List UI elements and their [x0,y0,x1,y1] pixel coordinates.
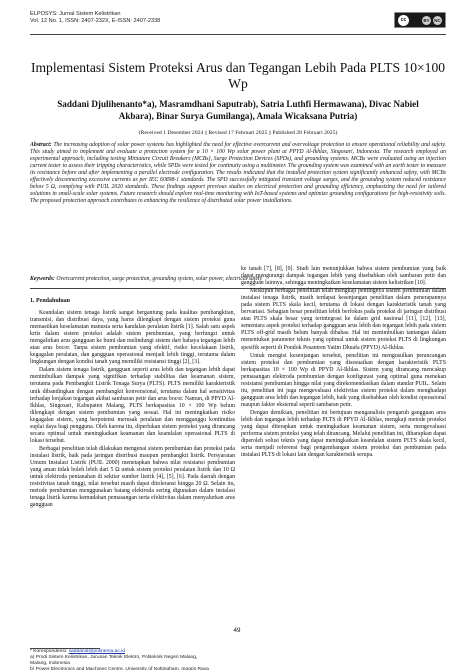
noncommercial-icon: NC [434,17,441,23]
header-divider [30,34,446,35]
affiliation-b: b) Power Electronics and Machines Centre, University of Nottingham, Inggris Raya [30,666,209,670]
correspondence-label: * Korespondensi: [30,649,68,654]
cc-license-badge[interactable] [394,12,446,28]
page-number: 49 [233,627,241,634]
paragraph: Untuk mengisi kesenjangan tersebut, penelitian ini mengusulkan perancangan sistem proteksi dan pembumian yang disesuaikan dengan karakteristik PLTS berkapasitas 10 × 100 Wp di PPYD Al-Ikhlas. Sistem yang dirancang mencakup pemasangan elektroda pembumian dengan konfigurasi yang optimal guna menekan resistansi pembumian hingga nilai yang direkomendasikan dalam standar PUIL. Selain itu, penelitian ini juga mengevaluasi efektivitas sistem proteksi dalam menghadapi gangguan arus lebih dan tegangan lebih, baik yang disebabkan oleh kondisi operasional maupun faktor eksternal seperti sambaran petir. [241,352,446,408]
journal-header [30,11,350,25]
abstract-text: The increasing adoption of solar power systems has highlighted the need for effective overcurrent and overvoltage protection to ensure operational reliability and safety. This study aimed to implement and evaluate a protection system for a 10 × 100 Wp solar power plant at PPYD Al-Ikhlas, Singosari, Indonesia. The research employed an experimental approach, including testing Miniature Circuit Breakers (MCBs), Surge Protection Devices (SPDs), and grounding systems. MCBs were evaluated using an injection current tester to assess their tripping characteristics, while SPDs were tested for continuity using a multimeter. The grounding system was examined with an earth tester to measure its resistance before and after implementing a parallel electrode configuration. The results indicated that the installed protection system significantly enhanced safety, with MCBs effectively disconnecting excessive currents as per IEC 60898-1 standards. The SPD successfully mitigated transient voltage surges, and the grounding system reduced resistance below 5 Ω, complying with PUIL 2020 standards. These findings support previous studies on electrical protection and grounding efficiency, emphasizing the need for tailored solutions in small-scale solar systems. Future research should explore real-time monitoring with IoT-based systems and optimize grounding configurations for high-resistivity soils. The proposed protection approach contributes to enhancing the resilience of distributed solar power installations. [30,142,446,205]
journal-issn: Vol. 12 No. 1, ISSN: 2407-232X, E-ISSN: 2407-2338 [30,18,161,25]
right-column [241,266,446,460]
author-line-2: Akbara), Binar Surya Gumilanga), Amala Wicaksana Putria) [118,110,358,121]
paragraph: Dengan demikian, penelitian ini bertujuan menganalisis pengaruh gangguan arus lebih dan tegangan lebih terhadap PLTS di PPYD Al-Ikhlas, mengkaji metode proteksi yang dapat diterapkan untuk meningkatkan keamanan sistem, serta mengevaluasi performa sistem proteksi yang telah dirancang. Melalui penelitian ini, diharapkan dapat diperoleh solusi teknis yang dapat meningkatkan keandalan sistem PLTS skala kecil, serta menjadi referensi bagi pengembangan sistem proteksi dan pembumian pada instalasi PLTS di lokasi lain dengan karakteristik serupa. [241,409,446,459]
affiliation-a-line1: a) Prodi Sistem Kelistrikan, Jurusan Teknik Elektro, Politeknik Negeri Malang, [30,654,198,660]
correspondence-email-link[interactable]: saddanid@polinema.ac.id [68,649,125,654]
affiliation-a-line2: Malang, Indonesia [30,660,70,666]
paragraph: Keandalan sistem tenaga listrik sangat bergantung pada kualitas pembangkitan, transmisi, dan distribusi daya, yang harus dilengkapi dengan sistem proteksi guna memastikan keselamatan manusia serta kandalan peralatan listrik [1]. Salah satu aspek krits dalam sistem proteksi adalah sistem pembumian, yang berfungsi untuk mengalirkan arus gangguan ke bumi dan melindungi sistem dari bahaya tegangan lebih atau arus bocor. Tanpa sistem pembumian yang efektif, risiko kecelakaan listrik, kegagalan peralatan, dan gangguan operasional menjadi lebih tinggi, terutama dalam lingkungan dengan kondisi tanah yang memiliki resistansi tinggi [2], [3]. [30,310,235,366]
paragraph: Meskipun berbagai penelitian telah mengkaji pentingnya sistem pembumian dalam instalasi tenaga listrik, masih terdapat kesenjangan penelitian dalam penerapannya pada sistem PLTS skala kecil, terutama di lokasi dengan karakteristik tanah yang bervariasi. Sebagian besar penelitian lebih berfokus pada proteksi di jaringan distribusi atau PLTS skala besar yang terintegrasi ke dalam grid nasional [11], [12], [13], sementara aspek proteksi terhadap gangguan arus lebih dan tegangan lebih pada sistem PLTS off-grid masih belum banyak dibahas. Hal ini menimbulkan tantangan dalam menentukan parameter teknis yang optimal untuk sistem proteksi PLTS di lingkungan spesifik seperti di Pondok Pesantren Yatim Dhuafa (PPYD) Al-Ikhlas. [241,288,446,351]
footnotes [30,649,235,670]
creative-commons-icon: cc [398,15,409,26]
author-line-1: Saddani Djulihenanto*a), Masramdhani Saputrab), Satria Luthfi Hermawana), Divac Nabiel [57,99,419,109]
paragraph: Dalam sistem tenaga listrik, gangguan seperti arus lebih dan tegangan lebih dapat menimbulkan dampak yang signifikan terhadap stabilitas dan keamanan sistem, terutama pada Pembangkit Listrik Tenaga Surya (PLTS). PLTS memiliki karakteristik unik dibandingkan dengan pembangkit konvensional, terutama dalam hal sensitivitas terhadap lonjakan tegangan akibat sambaran petir dan arus bocor. Namun, di PPYD Al-Ikhlas, Singosari, Kabupaten Malang, PLTS berkapasitas 10 × 100 Wp belum dilengkapi dengan sistem pembumian yang sesuai. Hal ini meningkatkan risiko kegagalan sistem, yang berpotensi merusak peralatan dan mengganggu kontinuitas suplai daya bagi pengguna. Oleh karena itu, diperlukan sistem proteksi yang dirancang secara optimal untuk meningkatkan keamanan dan keandalan operasional PLTS di lokasi tersebut. [30,367,235,444]
keywords-label: Keywords: [30,276,55,282]
author-list [30,99,446,122]
abstract-block [30,142,446,205]
abstract-label: Abstract: [30,142,52,148]
left-column [30,298,235,510]
paragraph: ke tanah [7], [8], [9]. Studi lain menunjukkan bahwa sistem pembumian yang baik dapat mengurangi dampak tegangan lebih yang disebabkan oleh sambaran petir dan gangguan lainnya, sehingga meningkatkan keselamatan sistem kelistrikan [10]. [241,266,446,287]
keywords-text: Overcurrent protection, surge protection, grounding system, solar power, electrical safety [56,276,263,282]
attribution-icon: BY [423,17,430,23]
publication-dates: (Received 1 Desember 2024 || Revised 17 Februari 2025 || Published 28 Februari 2025) [138,130,338,136]
section-heading: 1. Pendahuluan [30,298,71,304]
journal-name: ELPOSYS: Jurnal Sistem Kelistrikan [30,11,121,17]
paragraph: Berbagai penelitian telah dilakukan mengenai sistem pembumian dan proteksi pada instalasi listrik, baik pada jaringan distribusi maupun pembangkit listrik. Persyaratan Umum Instalasi Listrik (PUIL 2000) menetapkan bahwa nilai resistansi pembumian yang aman tidak boleh lebih dari 5 Ω untuk sistem proteksi peralatan listrik dan 10 Ω untuk elektroda pentanahan di sekitar sumber listrik [4], [5], [6]. Pada daerah dengan resistivitas tanah tinggi, nilai tersebut masih dapat ditoleransi hingga 20 Ω. Selain itu, metode pembumian menggunakan batang elektroda sering digunakan dalam instalasi tenaga listrik karena kemudahan pemasangan serta efektivitas dalam menyalurkan arus gangguan [30,445,235,509]
paper-title: Implementasi Sistem Proteksi Arus dan Tegangan Lebih Pada PLTS 10×100 Wp [30,60,446,91]
